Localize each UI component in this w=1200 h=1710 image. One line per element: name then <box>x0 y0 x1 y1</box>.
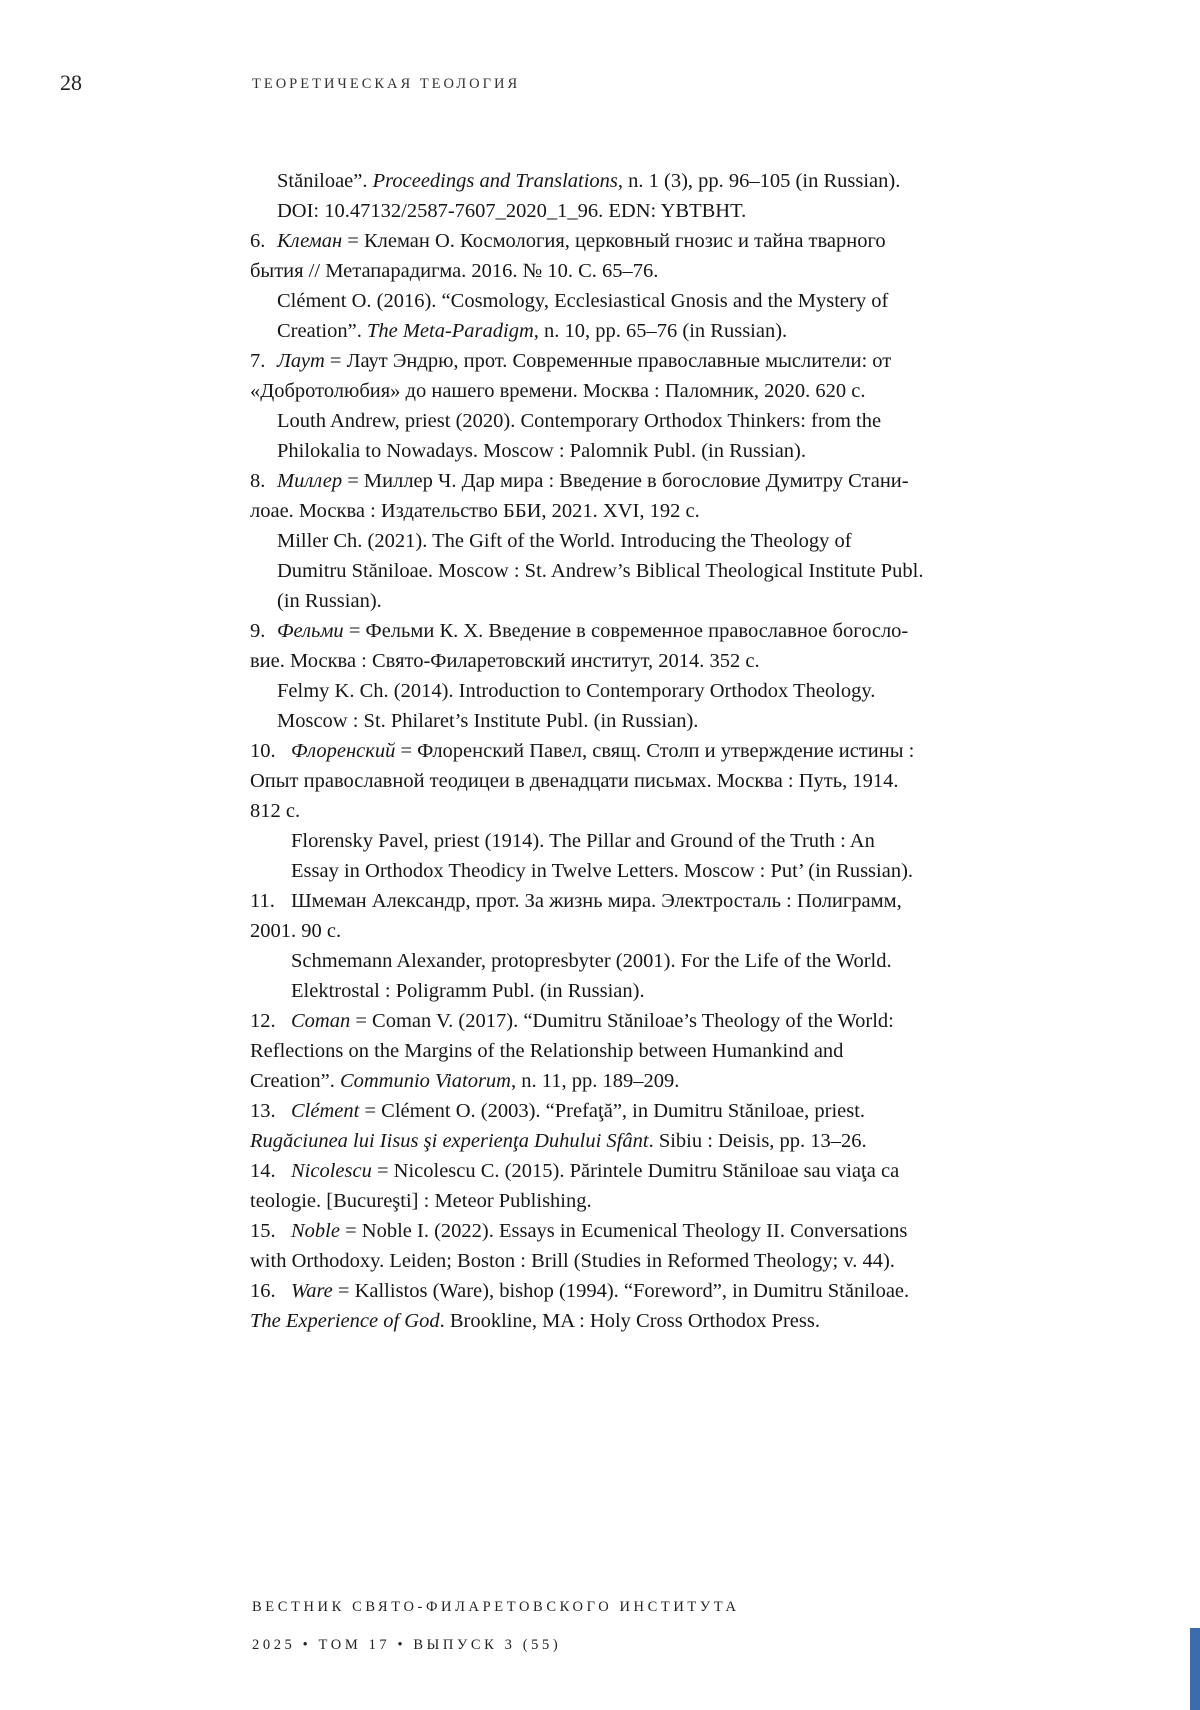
citation-text: = Nicolescu C. (2015). Părintele Dumitru Stăniloae sau viaţa ca <box>371 1160 900 1182</box>
bibliography-line <box>250 1126 995 1156</box>
citation-text: , n. 10, pp. 65–76 (in Russian). <box>533 320 788 342</box>
citation-text: Miller Ch. (2021). The Gift of the World. Introducing the Theology of <box>277 530 852 552</box>
bibliography-line <box>250 1066 995 1096</box>
citation-text: teologie. [Bucureşti] : Meteor Publishing. <box>250 1190 592 1212</box>
citation-text: Dumitru Stăniloae. Moscow : St. Andrew’s Biblical Theological Institute Publ. <box>277 560 924 582</box>
citation-text: , n. 1 (3), pp. 96–105 (in Russian). <box>617 170 901 192</box>
citation-text: DOI: 10.47132/2587-7607_2020_1_96. EDN: YBTBHT. <box>277 200 747 222</box>
citation-text: with Orthodoxy. Leiden; Boston : Brill (Studies in Reformed Theology; v. 44). <box>250 1250 895 1272</box>
bibliography-line <box>250 616 995 646</box>
bibliography-line <box>250 736 995 766</box>
accent-bar <box>1190 1628 1200 1710</box>
citation-text: Moscow : St. Philaret’s Institute Publ. (in Russian). <box>277 710 699 732</box>
citation-text: Creation”. <box>277 320 367 342</box>
entry-number: 7. <box>250 350 266 372</box>
entry-number: 14. <box>250 1160 276 1182</box>
page-number: 28 <box>60 70 82 95</box>
citation-text: = Клеман О. Космология, церковный гнозис и тайна тварного <box>342 230 886 252</box>
citation-text: Essay in Orthodox Theodicy in Twelve Letters. Moscow : Put’ (in Russian). <box>291 860 914 882</box>
citation-text: = Clément O. (2003). “Prefaţă”, in Dumitru Stăniloae, priest. <box>359 1100 866 1122</box>
bibliography-line <box>250 406 995 436</box>
entry-number: 15. <box>250 1220 276 1242</box>
citation-text: . Brookline, MA : Holy Cross Orthodox Press. <box>439 1310 820 1332</box>
citation-text: вие. Москва : Свято-Филаретовский институт, 2014. 352 с. <box>250 650 760 672</box>
citation-text: бытия // Метапарадигма. 2016. № 10. С. 65–76. <box>250 260 659 282</box>
bibliography-line <box>250 1276 995 1306</box>
bibliography-line <box>250 496 995 526</box>
bibliography-line <box>250 556 995 586</box>
citation-text: «Добротолюбия» до нашего времени. Москва : Паломник, 2020. 620 с. <box>250 380 866 402</box>
citation-text: . Sibiu : Deisis, pp. 13–26. <box>648 1130 867 1152</box>
bibliography-line <box>250 856 995 886</box>
citation-text: = Coman V. (2017). “Dumitru Stăniloae’s Theology of the World: <box>350 1010 894 1032</box>
bibliography-line <box>250 466 995 496</box>
citation-text: Clément O. (2016). “Cosmology, Ecclesiastical Gnosis and the Mystery of <box>277 290 889 312</box>
bibliography-line <box>250 826 995 856</box>
citation-italic-text: Клеман <box>277 230 343 252</box>
citation-text: (in Russian). <box>277 590 382 612</box>
citation-italic-text: Noble <box>291 1220 340 1242</box>
bibliography-list <box>250 166 995 1336</box>
bibliography-line <box>250 286 995 316</box>
bibliography-line <box>250 796 995 826</box>
entry-number: 16. <box>250 1280 276 1302</box>
entry-number: 6. <box>250 230 266 252</box>
citation-italic-text: Ware <box>291 1280 333 1302</box>
entry-number: 8. <box>250 470 266 492</box>
citation-text: лоае. Москва : Издательство ББИ, 2021. XVI, 192 с. <box>250 500 700 522</box>
citation-text: Florensky Pavel, priest (1914). The Pillar and Ground of the Truth : An <box>291 830 875 852</box>
bibliography-line <box>250 1186 995 1216</box>
bibliography-line <box>250 646 995 676</box>
bibliography-line <box>250 586 995 616</box>
entry-number: 11. <box>250 890 275 912</box>
citation-italic-text: Флоренский <box>291 740 396 762</box>
bibliography-line <box>250 706 995 736</box>
citation-text: = Миллер Ч. Дар мира : Введение в богословие Думитру Стани- <box>342 470 909 492</box>
entry-number: 12. <box>250 1010 276 1032</box>
citation-italic-text: Лаут <box>277 350 325 372</box>
bibliography-line <box>250 316 995 346</box>
bibliography-line <box>250 256 995 286</box>
bibliography-line <box>250 346 995 376</box>
citation-italic-text: Rugăciunea lui Iisus şi experienţa Duhului Sfânt <box>250 1130 649 1152</box>
bibliography-line <box>250 1156 995 1186</box>
entry-number: 13. <box>250 1100 276 1122</box>
bibliography-line <box>250 226 995 256</box>
citation-text: Schmemann Alexander, protopresbyter (2001). For the Life of the World. <box>291 950 892 972</box>
citation-italic-text: The Meta-Paradigm <box>366 320 534 342</box>
citation-text: , n. 11, pp. 189–209. <box>510 1070 680 1092</box>
running-head: ТЕОРЕТИЧЕСКАЯ ТЕОЛОГИЯ <box>252 76 521 92</box>
entry-number: 10. <box>250 740 276 762</box>
citation-text: Louth Andrew, priest (2020). Contemporary Orthodox Thinkers: from the <box>277 410 882 432</box>
citation-text: Philokalia to Nowadays. Moscow : Palomnik Publ. (in Russian). <box>277 440 806 462</box>
citation-text: Reflections on the Margins of the Relationship between Humankind and <box>250 1040 844 1062</box>
citation-italic-text: Nicolescu <box>291 1160 372 1182</box>
bibliography-line <box>250 1006 995 1036</box>
citation-italic-text: Clément <box>291 1100 360 1122</box>
bibliography-line <box>250 916 995 946</box>
bibliography-line <box>250 1036 995 1066</box>
bibliography-line <box>250 946 995 976</box>
citation-text: Creation”. <box>250 1070 340 1092</box>
citation-italic-text: Proceedings and Translations <box>372 170 618 192</box>
citation-italic-text: Coman <box>291 1010 351 1032</box>
bibliography-line <box>250 1246 995 1276</box>
entry-number: 9. <box>250 620 266 642</box>
citation-italic-text: Communio Viatorum <box>339 1070 511 1092</box>
citation-italic-text: Миллер <box>277 470 343 492</box>
bibliography-line <box>250 196 995 226</box>
bibliography-line <box>250 976 995 1006</box>
citation-text: = Флоренский Павел, свящ. Столп и утверждение истины : <box>395 740 915 762</box>
bibliography-line <box>250 886 995 916</box>
citation-text: Elektrostal : Poligramm Publ. (in Russian). <box>291 980 645 1002</box>
citation-text: 812 с. <box>250 800 301 822</box>
citation-italic-text: Фельми <box>277 620 344 642</box>
citation-italic-text: The Experience of God <box>250 1310 440 1332</box>
citation-text: = Noble I. (2022). Essays in Ecumenical Theology II. Conversations <box>339 1220 908 1242</box>
bibliography-line <box>250 1096 995 1126</box>
citation-text: Felmy K. Ch. (2014). Introduction to Contemporary Orthodox Theology. <box>277 680 876 702</box>
page-footer <box>252 1588 740 1664</box>
citation-text: = Лаут Эндрю, прот. Современные православные мыслители: от <box>324 350 892 372</box>
bibliography-line <box>250 1216 995 1246</box>
bibliography-line <box>250 676 995 706</box>
bibliography-line <box>250 1306 995 1336</box>
bibliography-line <box>250 766 995 796</box>
citation-text: Шмеман Александр, прот. За жизнь мира. Электросталь : Полиграмм, <box>291 890 902 912</box>
citation-text: = Kallistos (Ware), bishop (1994). “Foreword”, in Dumitru Stăniloae. <box>332 1280 910 1302</box>
bibliography-line <box>250 376 995 406</box>
citation-text: 2001. 90 с. <box>250 920 342 942</box>
bibliography-line <box>250 166 995 196</box>
footer-issue-info: 2025 • ТОМ 17 • ВЫПУСК 3 (55) <box>252 1637 562 1653</box>
citation-text: = Фельми К. Х. Введение в современное православное богосло- <box>343 620 909 642</box>
citation-text: Опыт православной теодицеи в двенадцати письмах. Москва : Путь, 1914. <box>250 770 899 792</box>
bibliography-line <box>250 526 995 556</box>
bibliography-line <box>250 436 995 466</box>
footer-journal-title: ВЕСТНИК СВЯТО-ФИЛАРЕТОВСКОГО ИНСТИТУТА <box>252 1599 740 1615</box>
citation-text: Stăniloae”. <box>277 170 373 192</box>
